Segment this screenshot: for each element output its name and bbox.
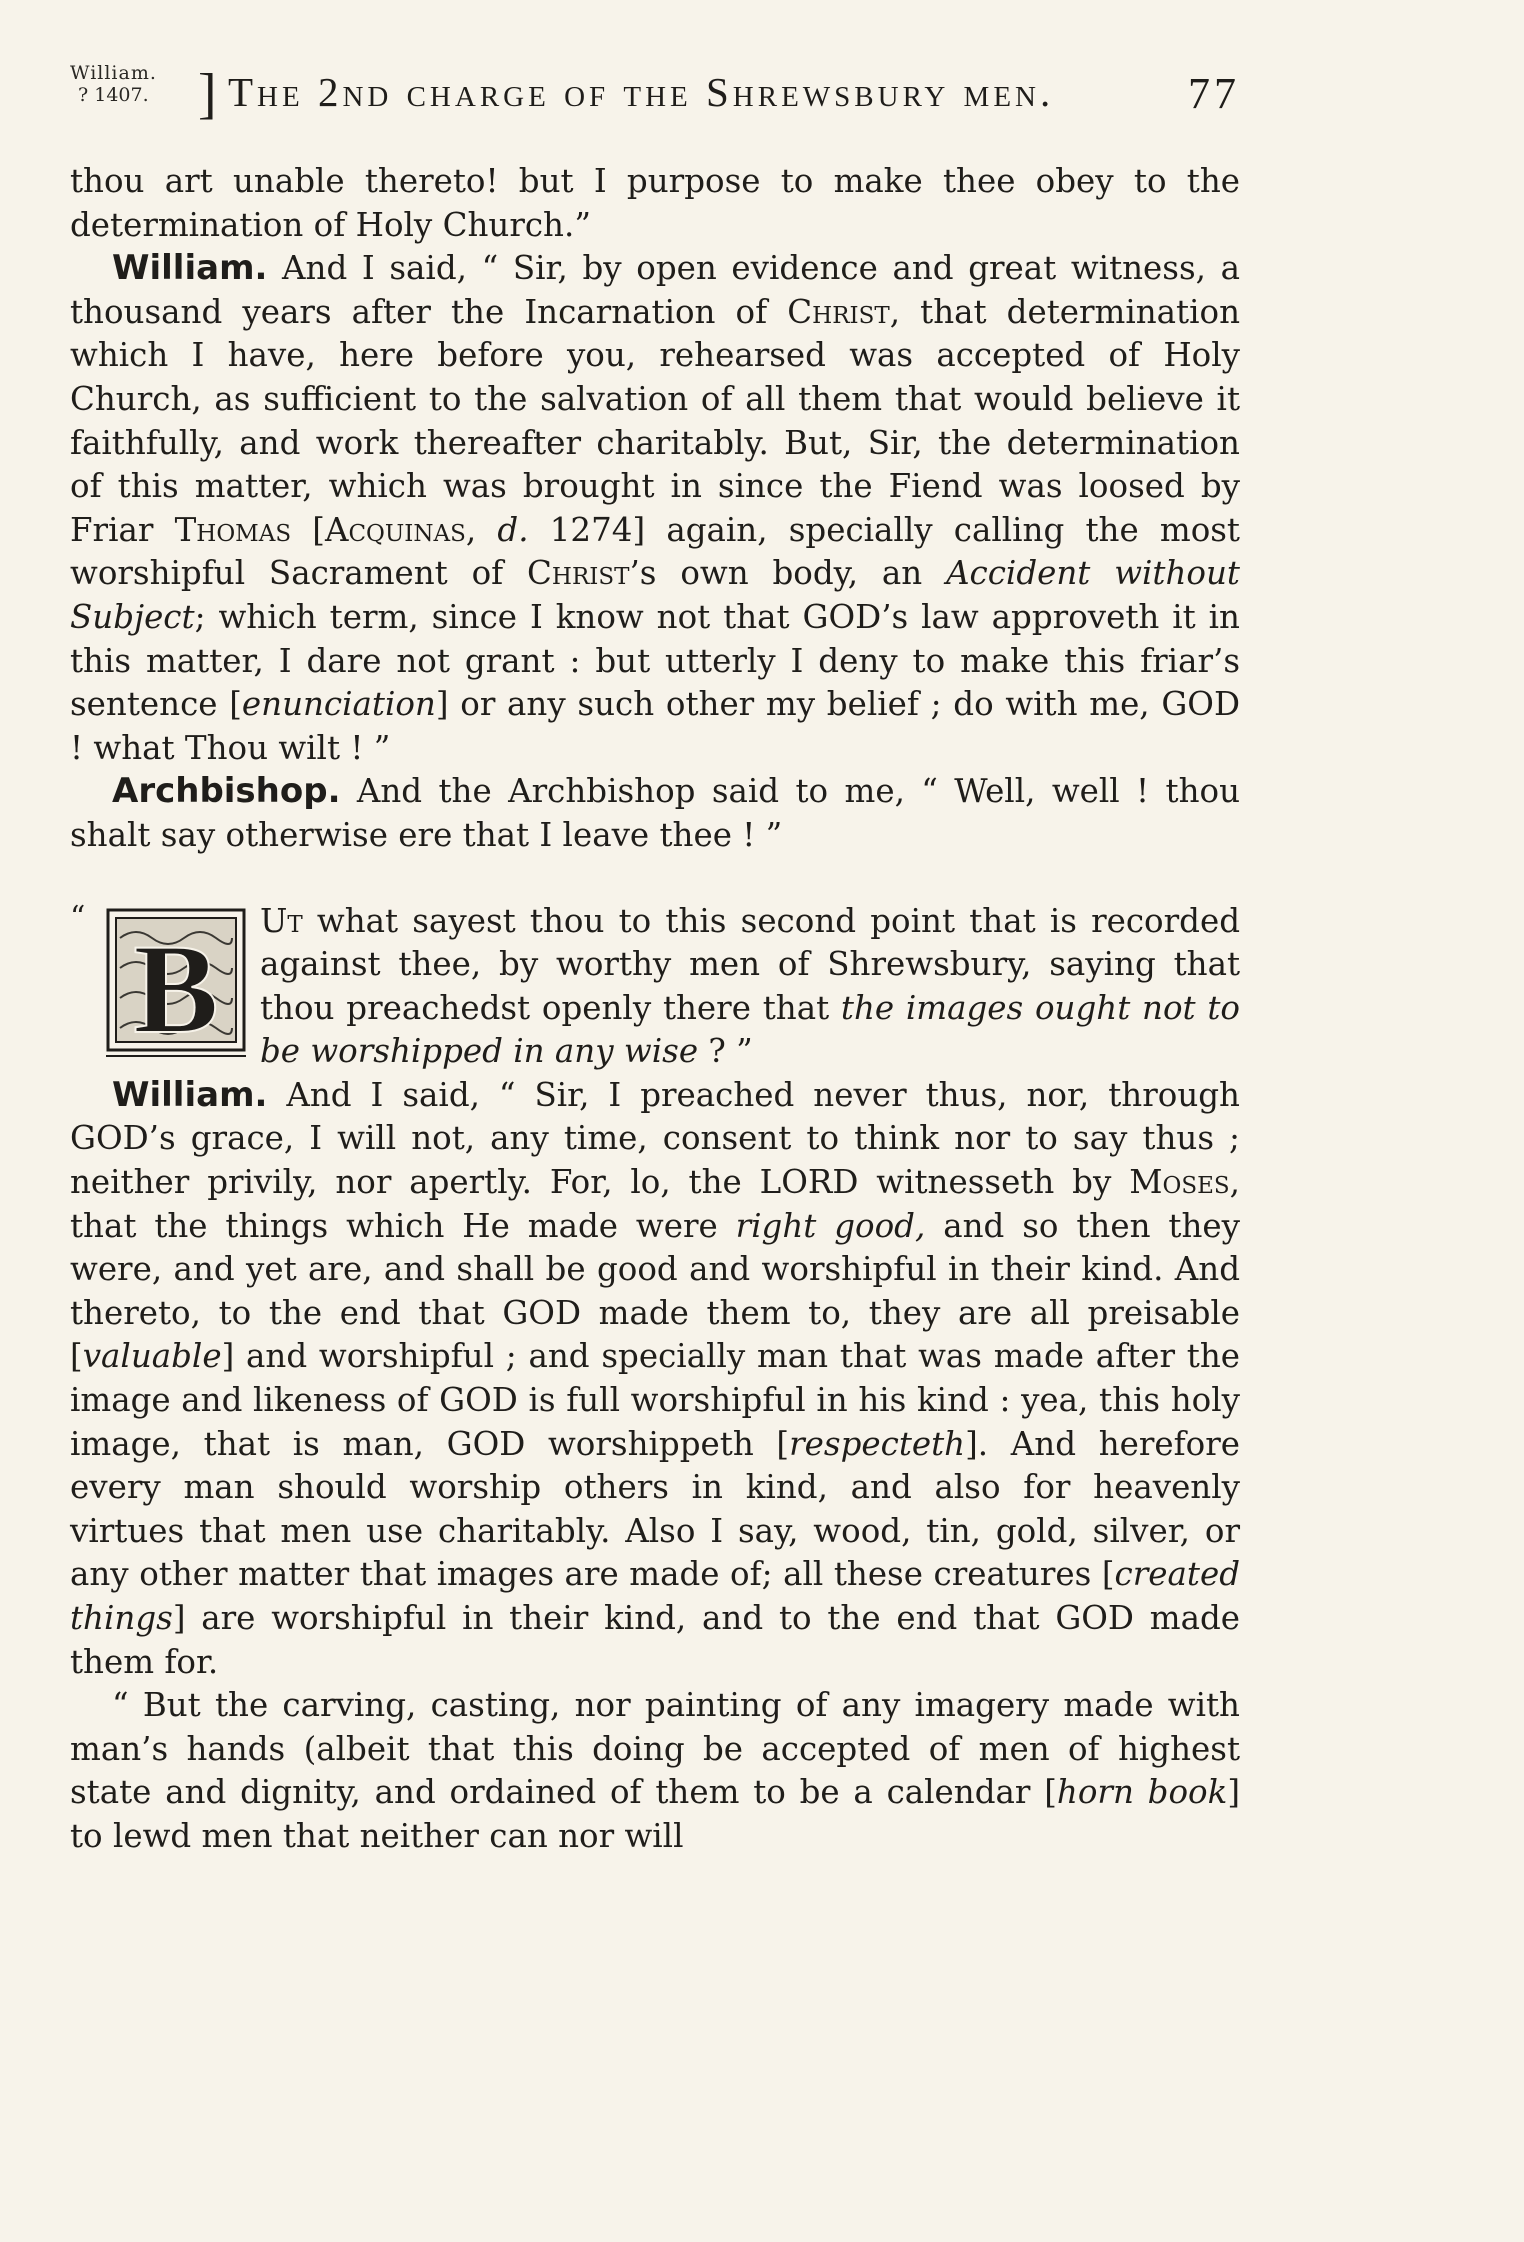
running-title: The 2nd charge of the Shrewsbury men. — [228, 69, 1055, 115]
paragraph-6 — [70, 1684, 1240, 1858]
side-note-author: William. — [70, 62, 157, 84]
speaker-label: Archbishop. — [112, 771, 341, 812]
italic-run: d. — [497, 510, 529, 549]
italic-run: valuable — [82, 1337, 222, 1376]
italic-run: right good, — [735, 1206, 926, 1245]
text-run: ] are worshipful in their kind, and to the end that GOD made them for. — [70, 1599, 1240, 1681]
paragraph-1: thou art unable thereto! but I purpose to make thee obey to the determination of Holy Church.” — [70, 162, 1240, 244]
text-run: ? ” — [698, 1032, 753, 1071]
italic-run: respecteth — [789, 1424, 966, 1463]
decorated-initial-icon — [106, 908, 246, 1058]
small-caps-run: Christ — [527, 554, 630, 593]
side-note-bracket: ] — [198, 63, 217, 125]
dropcap-letter: B — [133, 917, 219, 1058]
decorated-initial — [106, 908, 246, 1058]
text-run: And I said, “ Sir, I preached never thus, nor, through GOD’s grace, I will not, any time, consent to think nor to say thus ; neither privily, nor apertly. For, lo, the LORD witnesseth by — [70, 1075, 1240, 1202]
italic-run: created things — [70, 1555, 1240, 1637]
text-run: , that determination which I have, here before you, rehearsed was accepted of Holy Church, as sufficient to the salvation of all them that would believe it faithfully, and work thereafter charitably. But, Sir, the determination of this matter, which was brought in since the Fiend was loosed by Friar — [70, 292, 1240, 549]
small-caps-run: Thomas [Acquinas, — [174, 510, 477, 549]
page-number: 77 — [1188, 69, 1240, 118]
text-run: , that the things which He made were — [70, 1163, 1240, 1245]
speaker-label: William. — [112, 248, 268, 289]
side-note-date: ? 1407. — [78, 84, 149, 106]
italic-run: horn book — [1056, 1773, 1228, 1812]
italic-run: the images ought not to be worshipped in any wise — [260, 988, 1240, 1071]
page-header — [70, 62, 1240, 130]
italic-run: enunciation — [241, 685, 436, 724]
paragraph-4 — [70, 900, 1240, 1074]
text-run: 1274] again, specially calling the most worshipful Sacrament of — [70, 510, 1240, 593]
side-note — [70, 62, 200, 130]
text-run: And I said, “ Sir, by open evidence and great witness, a thousand years after the Incarnation of — [70, 249, 1240, 331]
paragraph-5 — [70, 1074, 1240, 1684]
small-caps-run: Ut — [260, 901, 303, 940]
text-run: ] or any such other my belief ; do with me, GOD ! what Thou wilt ! ” — [70, 685, 1241, 767]
text-run: ; which term, since I know not that GOD’s law approveth it in this matter, I dare not grant : but utterly I deny to make this friar’s sentence [ — [70, 597, 1240, 724]
text-run: ] to lewd men that neither can nor will — [70, 1773, 1240, 1855]
text-run: And the Archbishop said to me, “ Well, well ! thou shalt say otherwise ere that I leave thee ! ” — [70, 772, 1240, 854]
text-run: “ But the carving, casting, nor painting of any imagery made with man’s hands (albeit that this doing be accepted of men of highest state and dignity, and ordained of them to be a calendar [ — [70, 1686, 1240, 1812]
small-caps-run: Christ — [787, 292, 890, 331]
paragraph-3 — [70, 770, 1240, 857]
text-run: ]. And herefore every man should worship others in kind, and also for heavenly virtues that men use charitably. Also I say, wood, tin, gold, silver, or any other matter that images are made of; all these creatures [ — [70, 1424, 1240, 1594]
text-run: and so then they were, and yet are, and shall be good and worshipful in their kind. And thereto, to the end that GOD made them to, they are all preisable [ — [70, 1206, 1240, 1376]
text-run: ’s own body, an — [629, 554, 947, 593]
italic-run: Accident without Subject — [70, 554, 1240, 636]
body-text — [70, 160, 1240, 1859]
text-run: ] and worshipful ; and specially man that was made after the image and likeness of GOD is full worshipful in his kind : yea, this holy image, that is man, GOD worshippeth [ — [70, 1337, 1240, 1463]
open-quote: “ — [70, 899, 86, 935]
speaker-label: William. — [112, 1074, 268, 1115]
paragraph-2 — [70, 247, 1240, 770]
text-run: what sayest thou to this second point that is recorded against thee, by worthy men of Shrewsbury, saying that thou preachedst openly there that — [260, 901, 1240, 1027]
small-caps-run: Moses — [1129, 1163, 1230, 1202]
